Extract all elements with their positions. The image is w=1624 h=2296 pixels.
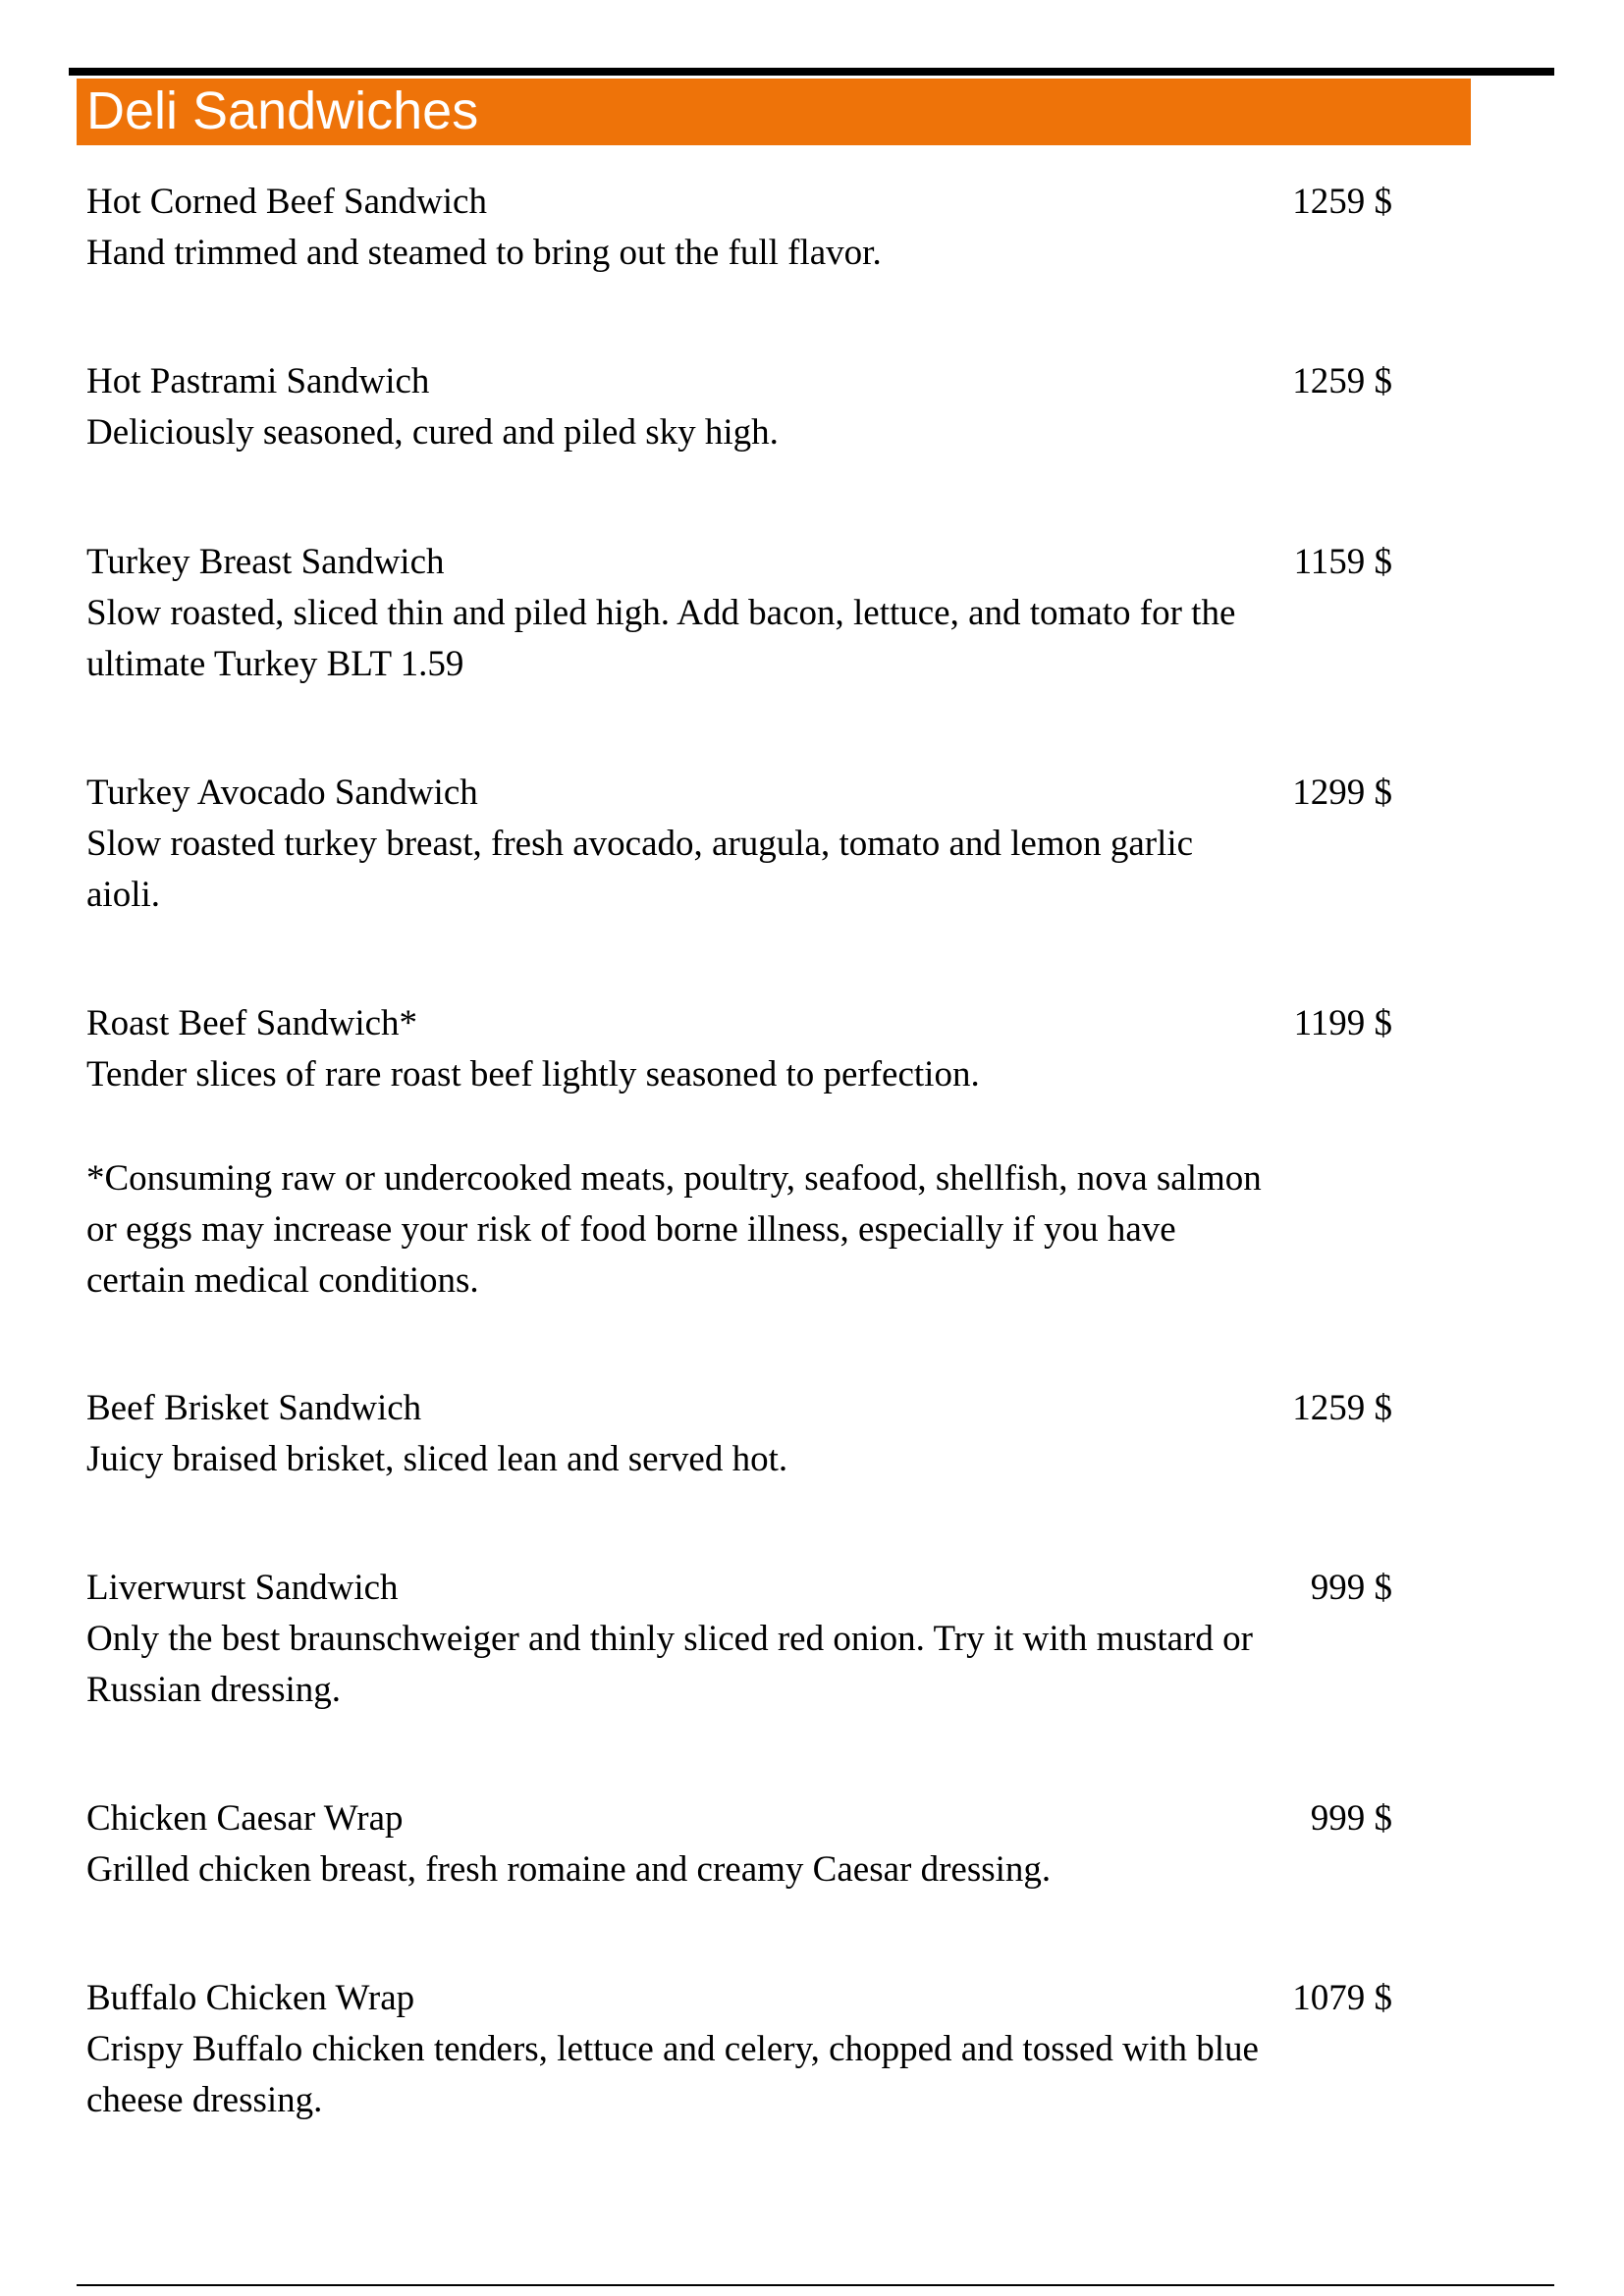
item-description: Crispy Buffalo chicken tenders, lettuce and celery, chopped and tossed with blue cheese dressing. [86,2029,1259,2120]
item-description: Only the best braunschweiger and thinly sliced red onion. Try it with mustard or Russian dressing. [86,1619,1253,1710]
menu-item-roast-beef [86,998,1392,1100]
item-name: Roast Beef Sandwich* [86,1003,418,1043]
item-description: Slow roasted, sliced thin and piled high. Add bacon, lettuce, and tomato for the ultimate Turkey BLT 1.59 [86,593,1236,684]
item-description: Hand trimmed and steamed to bring out the full flavor. [86,233,882,273]
bottom-divider [77,2284,1554,2286]
menu-item-turkey-avocado [86,768,1392,921]
item-name: Turkey Breast Sandwich [86,542,445,582]
food-safety-notice: *Consuming raw or undercooked meats, poultry, seafood, shellfish, nova salmon or eggs may increase your risk of food borne illness, especially if you have certain medical conditions. [86,1158,1262,1301]
menu-item-hot-pastrami [86,356,1392,458]
menu-item-hot-corned-beef [86,177,1392,279]
top-divider [69,68,1554,76]
menu-item-beef-brisket [86,1383,1392,1485]
section-header [77,79,1471,145]
section-title: Deli Sandwiches [86,81,479,140]
item-name: Beef Brisket Sandwich [86,1388,422,1428]
item-name: Buffalo Chicken Wrap [86,1978,415,2018]
menu-item-turkey-breast [86,537,1392,690]
item-price: 1199 $ [1293,1003,1392,1043]
item-price: 1159 $ [1293,542,1392,582]
item-description: Slow roasted turkey breast, fresh avocado, arugula, tomato and lemon garlic aioli. [86,824,1194,915]
item-price: 1299 $ [1292,773,1392,813]
item-name: Liverwurst Sandwich [86,1568,399,1608]
menu-item-buffalo-chicken-wrap [86,1973,1392,2126]
item-description: Grilled chicken breast, fresh romaine and creamy Caesar dressing. [86,1849,1052,1890]
item-description: Tender slices of rare roast beef lightly seasoned to perfection. [86,1054,980,1095]
item-price: 1079 $ [1292,1978,1392,2018]
item-price: 1259 $ [1292,1388,1392,1428]
menu-item-liverwurst [86,1563,1392,1716]
menu-item-chicken-caesar-wrap [86,1793,1392,1896]
item-name: Chicken Caesar Wrap [86,1798,404,1839]
item-price: 1259 $ [1292,182,1392,222]
item-description: Juicy braised brisket, sliced lean and served hot. [86,1439,788,1479]
item-name: Hot Pastrami Sandwich [86,361,430,401]
item-price: 1259 $ [1292,361,1392,401]
item-name: Turkey Avocado Sandwich [86,773,478,813]
item-description: Deliciously seasoned, cured and piled sky high. [86,412,779,453]
item-price: 999 $ [1310,1568,1392,1608]
item-name: Hot Corned Beef Sandwich [86,182,487,222]
item-price: 999 $ [1310,1798,1392,1839]
